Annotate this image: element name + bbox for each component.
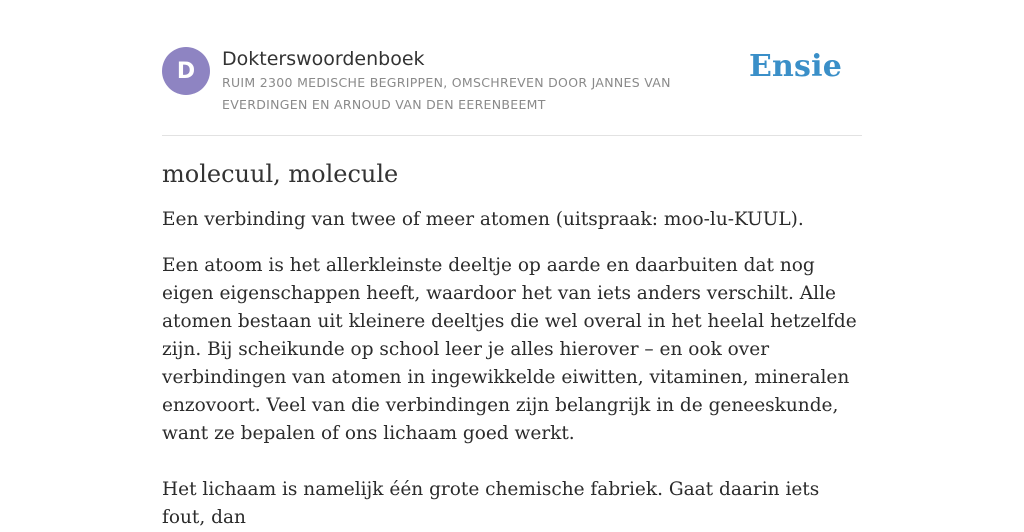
source-info	[222, 45, 702, 116]
entry-title: molecuul, molecule	[162, 160, 399, 188]
entry-definition: Een verbinding van twee of meer atomen (uitspraak: moo-lu-KUUL).	[162, 209, 804, 230]
source-avatar[interactable]: D	[162, 47, 210, 95]
entry-explanation: Een atoom is het allerkleinste deeltje op aarde en daarbuiten dat nog eigen eigenschappen heeft, waardoor het van iets anders verschilt. Alle atomen bestaan uit kleinere deeltjes die wel overal in het heelal hetzelfde zijn. Bij scheikunde op school leer je alles hierover – en ook over verbindingen van atomen in ingewikkelde eiwitten, vitaminen, mineralen enzovoort. Veel van die verbindingen zijn belangrijk in de geneeskunde, want ze bepalen of ons lichaam goed werkt. Het lichaam is namelijk één grote chemische fabriek. Gaat daarin iets fout, dan	[162, 255, 857, 528]
header-divider	[162, 135, 862, 136]
entry-header	[162, 45, 862, 135]
ensie-logo[interactable]: Ensie	[748, 49, 842, 84]
source-subtitle: RUIM 2300 MEDISCHE BEGRIPPEN, OMSCHREVEN DOOR JANNES VAN EVERDINGEN EN ARNOUD VAN DEN EERENBEEMT	[222, 75, 671, 112]
source-title-link[interactable]: Dokterswoordenboek	[222, 48, 425, 70]
entry-content	[162, 156, 862, 532]
